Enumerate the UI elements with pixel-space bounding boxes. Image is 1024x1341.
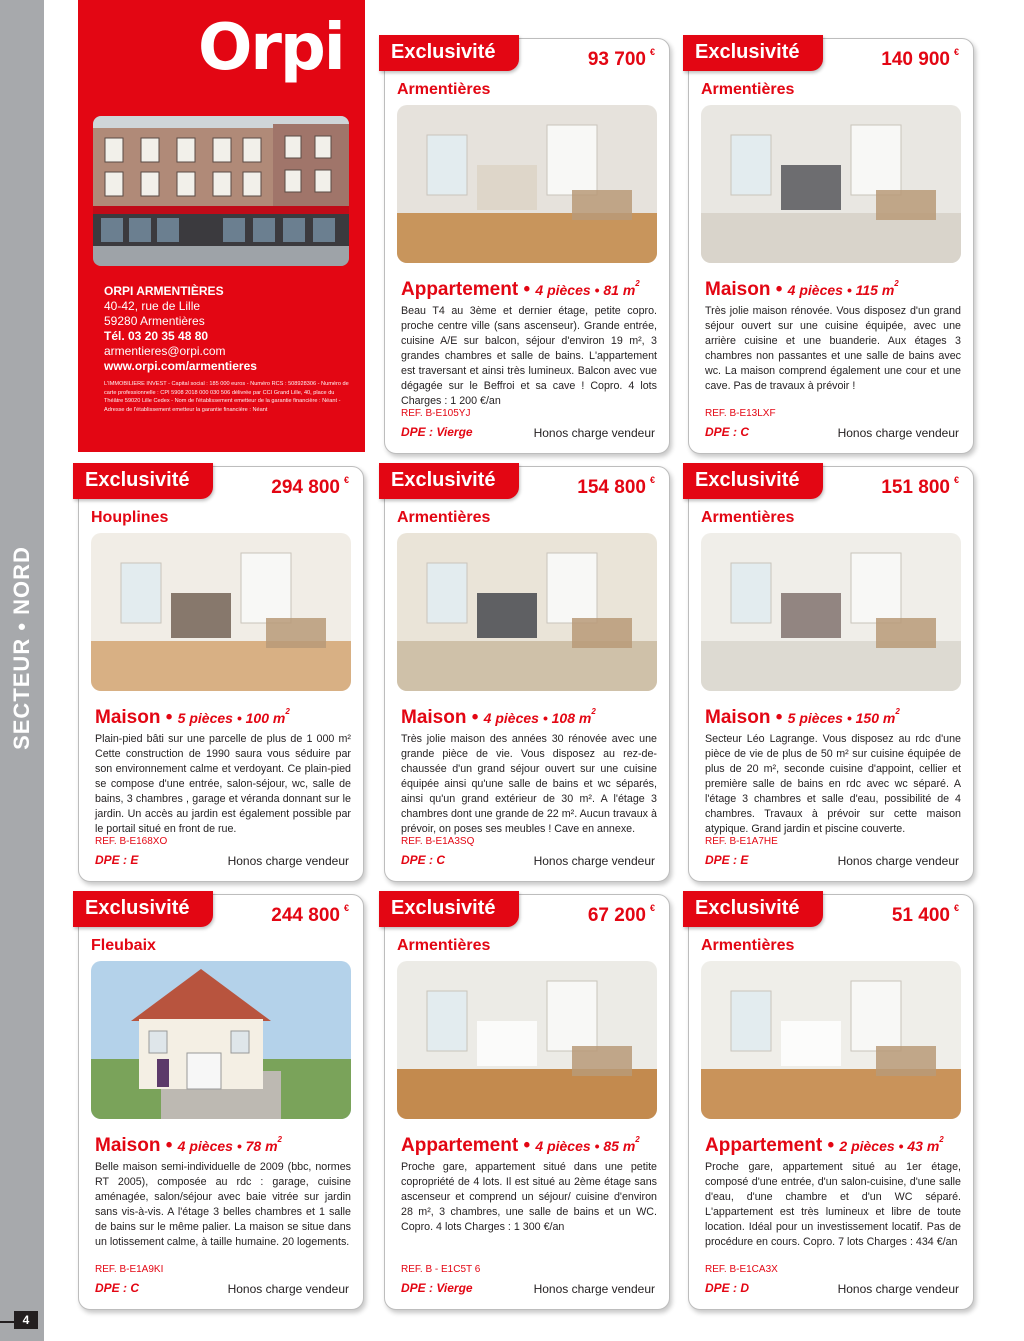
surface-value: 100 m <box>245 710 286 726</box>
listing-city: Armentières <box>701 81 795 98</box>
listing-description: Belle maison semi-individuelle de 2009 (bbc, normes RT 2005), composée au rdc : garage, cuisine aménagée, salon/séjour avec baie vitrée sur jardin sans vis-à-vis. A l'étage 3 belles chambres et 1 salle de bains sur le même palier. La maison se situe dans un lotissement calme, à taille humaine. 20 logements. <box>95 1161 351 1248</box>
surface-unit: 2 <box>939 1135 944 1144</box>
surface-unit: 2 <box>635 1135 640 1144</box>
listing-card[interactable] <box>384 894 670 1310</box>
listing-description: Très jolie maison des années 30 rénovée avec une grande pièce de vie. Vous disposez au rez-de-chaussée d'un grand séjour ouvert sur une cuisine équipée ainsi qu'une salle de bains et wc séparés, ainsi qu'un grand extérieur de 30 m². A l'étage 3 chambres dont une grande de 22 m². Aucun travaux à prévoir, on poses ses meubles ! Cave en annexe. <box>401 733 657 835</box>
property-surface <box>855 707 900 726</box>
property-rooms: 4 pièces <box>535 282 591 298</box>
surface-unit: 2 <box>277 1135 282 1144</box>
agency-website[interactable]: www.orpi.com/armentieres <box>104 359 257 373</box>
listing-price <box>271 477 349 499</box>
surface-value: 78 m <box>245 1138 278 1154</box>
energy-rating: DPE : Vierge <box>401 1281 473 1295</box>
agency-storefront-photo <box>93 116 349 266</box>
exclusivity-badge: Exclusivité <box>379 35 519 71</box>
property-rooms: 5 pièces <box>177 710 233 726</box>
listing-card[interactable] <box>384 38 670 454</box>
agency-phone: Tél. 03 20 35 48 80 <box>104 329 209 343</box>
price-currency: € <box>649 475 655 485</box>
listing-price <box>577 477 655 499</box>
listing-photo[interactable] <box>91 961 351 1119</box>
listing-card[interactable] <box>78 466 364 882</box>
surface-unit: 2 <box>285 707 290 716</box>
listing-title: Maison • 4 pièces • 78 $m^2$ <box>95 1135 282 1156</box>
property-type: Appartement <box>401 279 519 300</box>
energy-rating: DPE : D <box>705 1281 750 1295</box>
agency-name: ORPI ARMENTIÈRES <box>104 284 224 298</box>
listing-description: Très jolie maison rénovée. Vous disposez d'un grand séjour ouvert sur une cuisine équipée, avec une arrière cuisine et une buanderie. Aux étages 3 chambres non passantes et une salle de bains avec wc. La maison comprend également une cour et une cave. Pas de travaux à prévoir ! <box>705 305 961 392</box>
price-currency: € <box>649 903 655 913</box>
energy-rating: DPE : Vierge <box>401 425 473 439</box>
listing-photo[interactable] <box>701 105 961 263</box>
listing-title: Maison • 4 pièces • 108 $m^2$ <box>401 707 596 728</box>
fees-note: Honos charge vendeur <box>837 426 959 440</box>
exclusivity-badge: Exclusivité <box>379 463 519 499</box>
listing-price <box>588 905 655 927</box>
listing-city: Armentières <box>397 81 491 98</box>
listing-photo[interactable] <box>701 961 961 1119</box>
listing-photo[interactable] <box>397 533 657 691</box>
listing-photo[interactable] <box>701 533 961 691</box>
surface-value: 115 m <box>855 282 895 298</box>
listing-title: Maison • 5 pièces • 100 $m^2$ <box>95 707 290 728</box>
listing-description: Proche gare, appartement situé dans une petite copropriété de 4 lots. Il est situé au 2ème étage sans ascenseur et comprend un séjour/ cuisine d'environ 28 m², 3 chambres, une salle de bains et un WC. Copro. 4 lots Charges : 1 300 €/an <box>401 1161 657 1233</box>
property-rooms: 4 pièces <box>535 1138 591 1154</box>
fees-note: Honos charge vendeur <box>227 1282 349 1296</box>
surface-value: 81 m <box>603 282 636 298</box>
listing-card[interactable] <box>688 894 974 1310</box>
surface-value: 150 m <box>855 710 896 726</box>
property-type: Maison <box>95 1135 161 1156</box>
energy-rating: DPE : C <box>95 1281 140 1295</box>
listing-city: Fleubaix <box>91 937 156 954</box>
property-surface <box>245 707 290 726</box>
agency-contact <box>104 284 354 374</box>
surface-value: 108 m <box>551 710 592 726</box>
agency-panel <box>78 0 365 452</box>
exclusivity-badge: Exclusivité <box>683 891 823 927</box>
listing-description: Beau T4 au 3ème et dernier étage, petite copro. proche centre ville (sans ascenseur). Grande entrée, cuisine A/E sur balcon, séjour d'environ 19 m², 3 grandes chambres et salle de bains. L'appartement est traversant et ainsi très lumineux. Balcon avec vue dégagée sur le Beffroi et sa cave ! Copro. 4 lots Charges : 1 200 €/an <box>401 305 657 407</box>
listing-price <box>892 905 959 927</box>
price-currency: € <box>649 47 655 57</box>
listing-price <box>881 49 959 71</box>
listing-photo[interactable] <box>397 961 657 1119</box>
listing-description: Proche gare, appartement situé au 1er étage, composé d'une entrée, d'un salon-cuisine, d'une salle d'eau, d'une chambre et d'un WC séparé. L'appartement est très lumineux et libre de toute location. Idéal pour un investissement locatif. Pas de procédure en cours. Copro. 7 lots Charges : 434 €/an <box>705 1161 961 1248</box>
property-type: Maison <box>401 707 467 728</box>
surface-value: 43 m <box>907 1138 940 1154</box>
property-surface <box>245 1135 282 1154</box>
price-value: 151 800 <box>881 477 950 498</box>
listing-title: Maison • 5 pièces • 150 $m^2$ <box>705 707 900 728</box>
exclusivity-badge: Exclusivité <box>73 891 213 927</box>
fees-note: Honos charge vendeur <box>533 426 655 440</box>
listing-city: Armentières <box>701 509 795 526</box>
energy-rating: DPE : E <box>95 853 139 867</box>
fees-note: Honos charge vendeur <box>227 854 349 868</box>
listing-description: Secteur Léo Lagrange. Vous disposez au rdc d'une pièce de vie de plus de 50 m² sur cuisine équipée de plus de 20 m², seconde cuisine d'appoint, cellier et première salle de bains en rdc avec wc séparé. A l'étage 3 chambres et salle d'eau, possibilité de 4 chambres. Travaux à prévoir sur cette maison atypique. Grand jardin et piscine couverte. <box>705 733 961 835</box>
listing-card[interactable] <box>688 466 974 882</box>
price-currency: € <box>953 47 959 57</box>
surface-unit: 2 <box>591 707 596 716</box>
property-surface <box>907 1135 944 1154</box>
listing-card[interactable] <box>384 466 670 882</box>
energy-rating: DPE : E <box>705 853 749 867</box>
property-rooms: 2 pièces <box>839 1138 895 1154</box>
listing-title: Appartement • 4 pièces • 85 $m^2$ <box>401 1135 640 1156</box>
property-surface <box>603 1135 640 1154</box>
exclusivity-badge: Exclusivité <box>683 463 823 499</box>
sector-label: SECTEUR • NORD <box>9 546 34 750</box>
listing-description: Plain-pied bâti sur une parcelle de plus de 1 000 m² Cette construction de 1990 saura vous séduire par son environnement calme et verdoyant. Ce plain-pied se compose d'une entrée, salon-séjour, wc, salle de bains, 3 chambres , garage et véranda donnant sur le jardin. Un accès au jardin est également possible par le portail situé en front de rue. <box>95 733 351 835</box>
listing-title: Appartement • 2 pièces • 43 $m^2$ <box>705 1135 944 1156</box>
price-value: 154 800 <box>577 477 646 498</box>
exclusivity-badge: Exclusivité <box>683 35 823 71</box>
surface-unit: 2 <box>895 707 900 716</box>
listing-photo[interactable] <box>397 105 657 263</box>
listing-price <box>271 905 349 927</box>
exclusivity-badge: Exclusivité <box>379 891 519 927</box>
listing-reference: REF. B-E1A3SQ <box>401 836 475 847</box>
surface-value: 85 m <box>603 1138 636 1154</box>
listing-reference: REF. B-E1CA3X <box>705 1264 778 1275</box>
property-rooms: 5 pièces <box>787 710 843 726</box>
price-value: 244 800 <box>271 905 340 926</box>
property-surface <box>551 707 596 726</box>
property-type: Maison <box>95 707 161 728</box>
fees-note: Honos charge vendeur <box>533 1282 655 1296</box>
property-surface <box>603 279 640 298</box>
price-currency: € <box>953 475 959 485</box>
listing-city: Armentières <box>397 509 491 526</box>
agency-legal-notice: L'IMMOBILIERE INVEST - Capital social : 185 000 euros - Numéro RCS : 508928306 - Numéro de carte professionnelle : CPI 5908 2018 000 030 506 délivrée par CCI Grand Lille, 40, place du Théâtre 59020 Lille Cedex - Nom de l'établissement emetteur de la garantie financière : Néant - Adresse de l'établissement emetteur la garantie financière : Néant <box>104 381 349 413</box>
price-currency: € <box>953 903 959 913</box>
listing-city: Armentières <box>397 937 491 954</box>
energy-rating: DPE : C <box>401 853 446 867</box>
price-value: 51 400 <box>891 905 950 926</box>
listing-price <box>588 49 655 71</box>
property-type: Maison <box>705 279 771 300</box>
agency-email[interactable]: armentieres@orpi.com <box>104 344 226 358</box>
listing-card[interactable] <box>78 894 364 1310</box>
exclusivity-badge: Exclusivité <box>73 463 213 499</box>
listing-reference: REF. B-E1A7HE <box>705 836 778 847</box>
listing-card[interactable] <box>688 38 974 454</box>
listing-reference: REF. B-E105YJ <box>401 408 471 419</box>
fees-note: Honos charge vendeur <box>533 854 655 868</box>
agency-address-street: 40-42, rue de Lille <box>104 299 201 313</box>
property-rooms: 4 pièces <box>787 282 843 298</box>
price-value: 93 700 <box>587 49 646 70</box>
energy-rating: DPE : C <box>705 425 750 439</box>
listing-city: Houplines <box>91 509 169 526</box>
surface-unit: 2 <box>894 279 899 288</box>
fees-note: Honos charge vendeur <box>837 854 959 868</box>
fees-note: Honos charge vendeur <box>837 1282 959 1296</box>
listing-reference: REF. B - E1C5T 6 <box>401 1264 481 1275</box>
price-currency: € <box>343 903 349 913</box>
listing-title: Maison • 4 pièces • 115 $m^2$ <box>705 279 899 300</box>
price-value: 67 200 <box>587 905 646 926</box>
property-type: Appartement <box>401 1135 519 1156</box>
listing-reference: REF. B-E1A9KI <box>95 1264 164 1275</box>
listing-reference: REF. B-E13LXF <box>705 408 776 419</box>
listing-price <box>881 477 959 499</box>
property-rooms: 4 pièces <box>177 1138 233 1154</box>
sector-side-band <box>0 0 44 1341</box>
property-type: Appartement <box>705 1135 823 1156</box>
listing-title: Appartement • 4 pièces • 81 $m^2$ <box>401 279 640 300</box>
price-value: 140 900 <box>881 49 950 70</box>
orpi-logo: Orpi <box>198 11 344 85</box>
page-number-rule <box>0 1321 14 1323</box>
price-currency: € <box>343 475 349 485</box>
property-rooms: 4 pièces <box>483 710 539 726</box>
agency-address-city: 59280 Armentières <box>104 314 205 328</box>
surface-unit: 2 <box>635 279 640 288</box>
listing-photo[interactable] <box>91 533 351 691</box>
listing-reference: REF. B-E168XO <box>95 836 168 847</box>
listing-city: Armentières <box>701 937 795 954</box>
page-number: 4 <box>14 1311 38 1329</box>
price-value: 294 800 <box>271 477 340 498</box>
property-surface <box>855 279 899 298</box>
property-type: Maison <box>705 707 771 728</box>
